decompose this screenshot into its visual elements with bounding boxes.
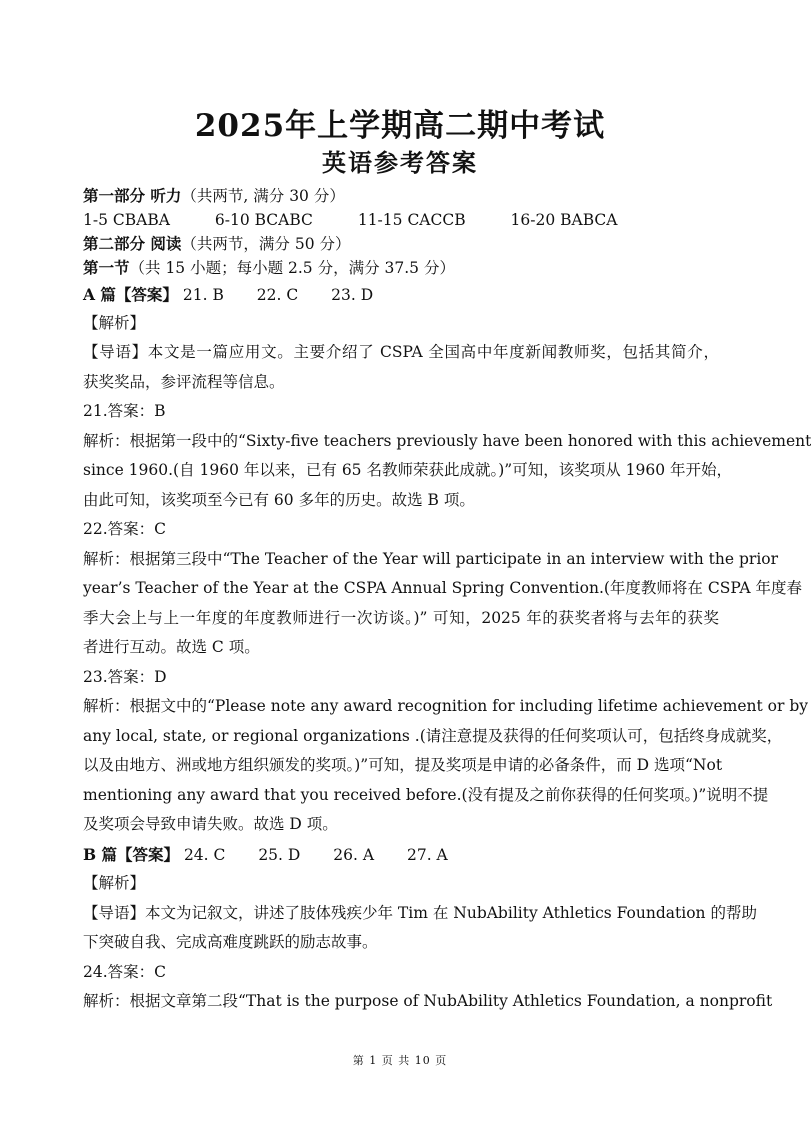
answer-group: 16-20 BABCA [510,211,618,229]
section1-heading-line [83,256,719,280]
passage-b-analysis-label: 【解析】 [83,874,146,892]
q22-analysis-line: year’s Teacher of the Year at the CSPA Annual Spring Convention.(年度教师将在 CSPA 年度春 [83,579,802,597]
passage-b-answers-line [83,840,719,870]
q24-analysis-line: 解析：根据文章第二段“That is the purpose of NubAbility Athletics Foundation, a nonprofit [83,992,773,1010]
page-footer: 第 1 页 共 10 页 [352,1054,448,1067]
part1-note: （共两节, 满分 30 分） [181,187,345,205]
part1-heading: 第一部分 听力 [83,186,182,205]
part2-note: （共两节，满分 50 分） [181,235,351,253]
passage-b-label: B 篇【答案】 [83,844,179,864]
passage-b-intro-line: 【导语】本文为记叙文，讲述了肢体残疾少年 Tim 在 NubAbility Athletics Foundation 的帮助 [83,903,757,922]
passage-a-answers-line [83,280,719,309]
q23-answer-label: 23.答案：D [83,667,167,686]
q21-analysis-line: since 1960.(自 1960 年以来，已有 65 名教师荣获此成就。)”可知，该奖项从 1960 年开始， [83,461,732,479]
q23-analysis-line: any local, state, or regional organizations .(请注意提及获得的任何奖项认可，包括终身成就奖， [83,726,783,745]
answer-item: 26. A [333,845,375,864]
q22-analysis-line: 者进行互动。故选 C 项。 [83,638,260,656]
q24-answer-label: 24.答案：C [83,962,167,981]
q23-analysis-line: 以及由地方、洲或地方组织颁发的奖项。)”可知，提及奖项是申请的必备条件，而 D 选项“Not [83,756,723,774]
answer-item: 24. C [183,845,226,864]
answer-group: 6-10 BCABC [214,211,313,229]
passage-a-intro-line: 获奖奖品，参评流程等信息。 [83,372,285,391]
passage-a-label: A 篇【答案】 [83,285,178,304]
passage-a-analysis-label: 【解析】 [83,314,146,332]
answer-item: 27. A [406,845,448,864]
q22-analysis-line: 季大会上与上一年度的年度教师进行一次访谈。)” 可知，2025 年的获奖者将与去年的获奖 [83,608,719,627]
passage-a-intro-line: 【导语】本文是一篇应用文。主要介绍了 CSPA 全国高中年度新闻教师奖，包括其简介， [83,343,719,361]
part2-heading: 第二部分 阅读 [83,234,182,253]
q22-analysis-line: 解析：根据第三段中“The Teacher of the Year will participate in an interview with the prior [83,549,779,568]
q22-answer-label: 22.答案：C [83,520,167,538]
q21-analysis-line: 由此可知，该奖项至今已有 60 多年的历史。故选 B 项。 [83,490,475,509]
part1-heading-line [83,184,719,208]
answer-item: 23. D [331,286,374,304]
q21-answer-label: 21.答案：B [83,402,166,420]
answer-group: 11-15 CACCB [357,211,466,229]
part2-heading-line [83,232,719,256]
passage-b-intro-line: 下突破自我、完成高难度跳跃的励志故事。 [83,933,378,951]
section1-note: （共 15 小题；每小题 2.5 分，满分 37.5 分） [129,259,455,277]
answer-body [83,184,811,1017]
page-title: 2025年上学期高二期中考试 [194,108,606,144]
section1-heading: 第一节 [83,258,130,277]
answer-item: 22. C [256,286,299,304]
q23-analysis-line: 解析：根据文中的“Please note any award recognition for including lifetime achievement or by [83,697,809,715]
part1-answers-line [83,208,719,232]
answer-item: 25. D [258,845,301,864]
answer-group: 1-5 CBABA [83,211,170,229]
answer-item: 21. B [182,286,224,304]
q21-analysis-line: 解析：根据第一段中的“Sixty-five teachers previously have been honored with this achievement [83,431,811,450]
page-subtitle: 英语参考答案 [322,148,478,177]
q23-analysis-line: 及奖项会导致申请失败。故选 D 项。 [83,815,338,833]
q23-analysis-line: mentioning any award that you received before.(没有提及之前你获得的任何奖项。)”说明不提 [83,785,769,804]
